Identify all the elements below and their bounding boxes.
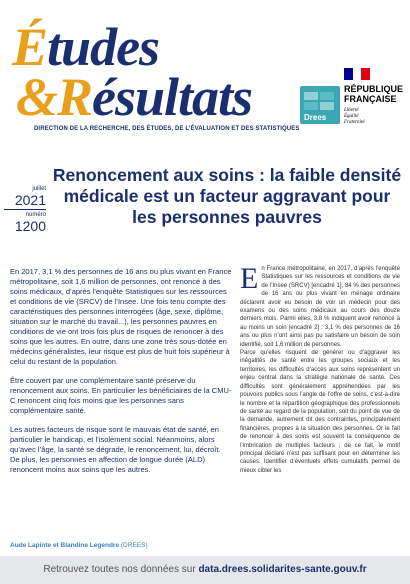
logo-word-etudes: tudes bbox=[47, 17, 160, 77]
authors bbox=[10, 542, 148, 549]
marianne-flag-icon bbox=[344, 68, 370, 80]
body-paragraph: Parce qu’elles risquent de générer ou d’aggraver les inégalités de santé entre les groupes sociaux et les territoires, les difficultés d’accès aux soins représentent un enjeu central dans la stratégie nationale de santé. Ces difficultés sont généralement appréhendées par les pouvoirs publics sous l’angle de l’offre de soins, c’est-à-dire le nombre et la répartition géographique des professionnels de santé au regard de la population, soit du point de vue de la demande, autrement dit des contraintes, principalement financières, propres à la situation des personnes. Or le fait de renoncer à des soins est souvent la conséquence de l’imbrication de multiples facteurs ; de ce fait, le motif principal déclaré n’est pas suffisant pour en déterminer les causes. Identifier d’éventuels effets cumulatifs permet de mieux cibler les bbox=[240, 350, 400, 474]
abstract-paragraph: En 2017, 3,1 % des personnes de 16 ans ou plus vivant en France métropolitaine, soit 1,6 million de personnes, ont renoncé à des soins médicaux, d’après l’enquête Statistiques sur les ressources et conditions de vie (SRCV) de l’Insee. Une fois tenu compte des caractéristiques des personnes interrogées (âge, sexe, diplôme, situation sur le marché du travail...), les personnes pauvres en conditions de vie ont trois fois plus de risques de renoncer à des soins que les autres. En outre, dans une zone très sous-dotée en médecins généralistes, leur risque est plus de huit fois supérieur à celui du restant de la population. bbox=[10, 267, 232, 366]
body-paragraph bbox=[240, 262, 400, 349]
logo-ampersand: &R bbox=[16, 67, 93, 127]
government-branding bbox=[300, 68, 408, 148]
issue-year: 2021 bbox=[14, 192, 46, 208]
issue-number-label: numéro bbox=[25, 212, 46, 218]
author-org: (DREES) bbox=[120, 542, 148, 549]
meta-divider bbox=[4, 209, 46, 210]
drees-logo bbox=[300, 86, 340, 124]
logo-accent-letter: É bbox=[12, 17, 48, 77]
republic-motto: Liberté Égalité Fraternité bbox=[344, 108, 365, 125]
issue-meta bbox=[4, 185, 46, 233]
footer-banner bbox=[0, 556, 410, 584]
abstract bbox=[10, 267, 232, 484]
directorate-subtitle: DIRECTION DE LA RECHERCHE, DES ÉTUDES, DE L’ÉVALUATION ET DES STATISTIQUES bbox=[34, 126, 300, 132]
data-portal-link[interactable]: data.drees.solidarites-sante.gouv.fr bbox=[198, 564, 367, 575]
publication-logo bbox=[10, 17, 270, 132]
logo-line-etudes bbox=[12, 17, 160, 77]
drees-label: Drees bbox=[304, 113, 327, 122]
body-column bbox=[240, 262, 400, 475]
abstract-paragraph: Être couvert par une complémentaire santé préserve du renoncement aux soins. En particulier les bénéficiaires de la CMU-C renoncent cinq fois moins que les personnes sans complémentaire santé. bbox=[10, 376, 232, 415]
article-title: Renoncement aux soins : la faible densité médicale est un facteur aggravant pour les personnes pauvres bbox=[52, 165, 402, 227]
author-names: Aude Lapinte et Blandine Legendre bbox=[10, 542, 120, 549]
drop-cap: E bbox=[240, 262, 259, 295]
abstract-paragraph: Les autres facteurs de risque sont le mauvais état de santé, en particulier le handicap, et l’isolement social. Néanmoins, alors qu’avec l’âge, la santé se dégrade, le renoncement, lui, décroît. De plus, les personnes en affection de longue durée (ALD) renoncent moins aux soins que les autres. bbox=[10, 425, 221, 474]
logo-word-resultats: ésultats bbox=[92, 67, 253, 127]
republic-name: RÉPUBLIQUE FRANÇAISE bbox=[344, 84, 404, 104]
logo-line-resultats bbox=[16, 67, 253, 127]
footer-text: Retrouvez toutes nos données sur bbox=[43, 564, 199, 575]
body-paragraph-text: n France métropolitaine, en 2017, d’après l’enquête Statistiques sur les ressources et conditions de vie de l’Insee (SRCV) [encadré 1], 84 % des personnes de 16 ans ou plus vivant en ménage ordinaire déclarent avoir eu besoin de voir un médecin pour des examens ou des soins médicaux au cours des douze derniers mois. Parmi elles, 3,8 % indiquent avoir renoncé à au moins un soin [encadré 2] : 3,1 % des personnes de 16 ans ou plus n’ont ainsi pas pu satisfaire un besoin de soin identifié, soit 1,6 million de personnes. bbox=[240, 266, 400, 348]
issue-number: 1200 bbox=[14, 218, 46, 234]
issue-month: juillet bbox=[32, 186, 46, 192]
